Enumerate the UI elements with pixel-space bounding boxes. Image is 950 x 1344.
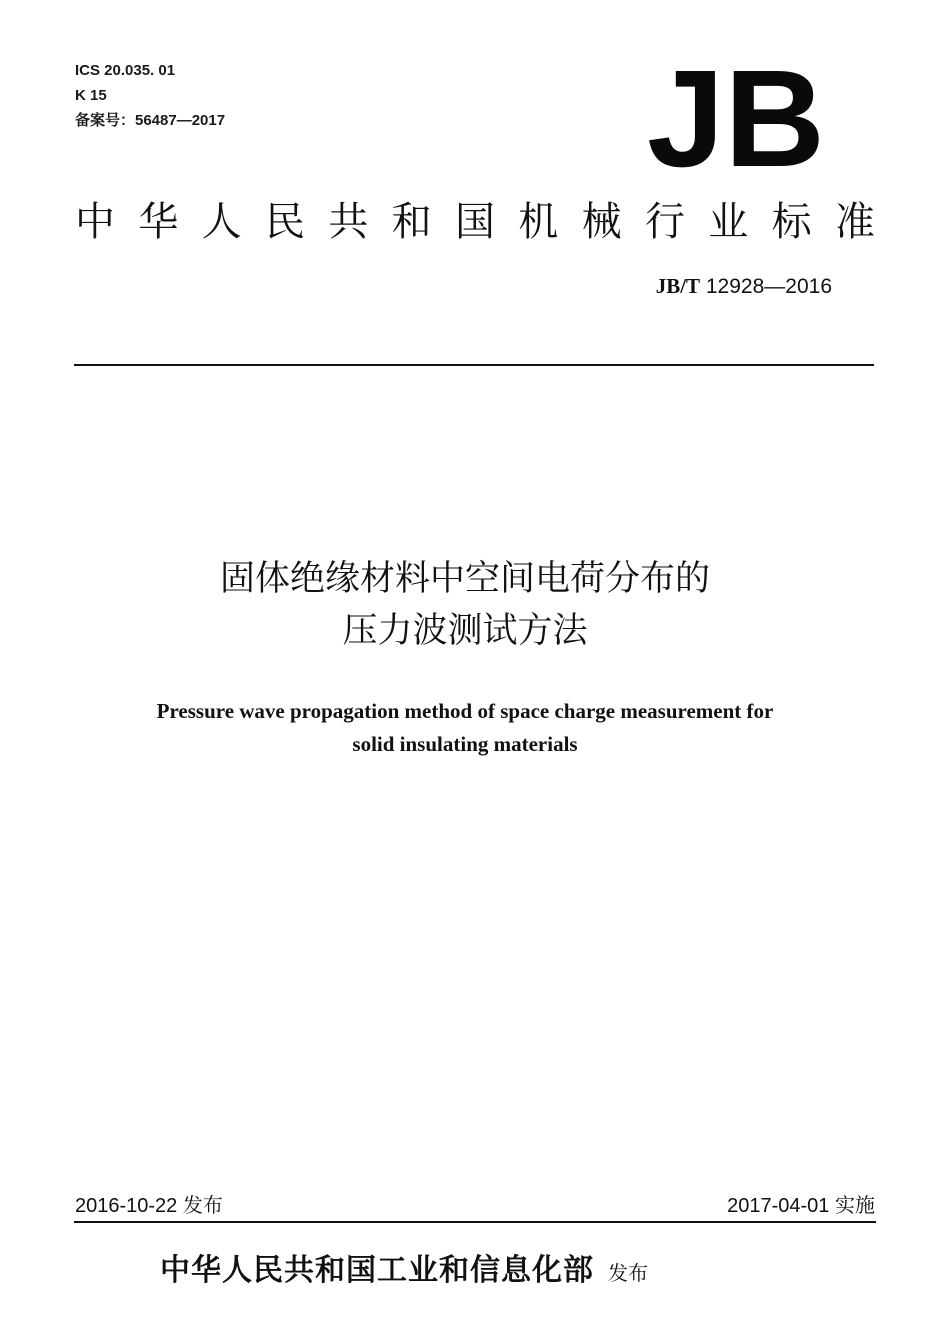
- classification-block: [75, 58, 225, 133]
- standard-number-value: 12928—2016: [700, 275, 832, 298]
- industry-title-char: 标: [771, 199, 812, 245]
- chinese-title-line-2: 压力波测试方法: [342, 611, 588, 651]
- industry-title-char: 共: [328, 199, 369, 245]
- issuing-authority: [160, 1248, 648, 1296]
- industry-title-char: 国: [454, 199, 495, 245]
- industry-title-char: 人: [201, 199, 242, 245]
- standard-number: [656, 272, 832, 301]
- industry-title-char: 械: [581, 199, 622, 245]
- issue-date: 2016-10-22 发布: [75, 1195, 223, 1217]
- filing-number: 备案号：56487—2017: [75, 112, 226, 129]
- industry-title-char: 准: [834, 199, 875, 245]
- ics-code: ICS 20.035. 01: [75, 62, 176, 79]
- industry-title-char: 中: [75, 199, 115, 245]
- jb-logo: [646, 62, 826, 172]
- effective-date: 2017-04-01 实施: [727, 1195, 875, 1217]
- jb-logo-text: JB: [647, 62, 825, 172]
- english-title: [0, 695, 930, 761]
- industry-title-char: 和: [391, 199, 432, 245]
- issuing-action: 发布: [608, 1261, 648, 1285]
- chinese-title: [0, 553, 930, 657]
- bottom-divider: [74, 1221, 876, 1223]
- industry-title-char: 华: [138, 199, 179, 245]
- industry-title-char: 业: [708, 199, 749, 245]
- issuing-organization: 中华人民共和国工业和信息化部: [160, 1253, 594, 1288]
- english-title-line-2: solid insulating materials: [352, 732, 578, 756]
- chinese-title-line-1: 固体绝缘材料中空间电荷分布的: [219, 559, 710, 599]
- ccs-code: K 15: [75, 87, 107, 104]
- top-divider: [74, 364, 874, 366]
- industry-title-char: 行: [644, 199, 685, 245]
- english-title-line-1: Pressure wave propagation method of space charge measurement for: [156, 699, 774, 723]
- industry-title-char: 机: [518, 199, 559, 245]
- standard-code: JB/T: [655, 274, 701, 298]
- industry-standard-title: [75, 192, 875, 252]
- industry-title-char: 民: [264, 199, 305, 245]
